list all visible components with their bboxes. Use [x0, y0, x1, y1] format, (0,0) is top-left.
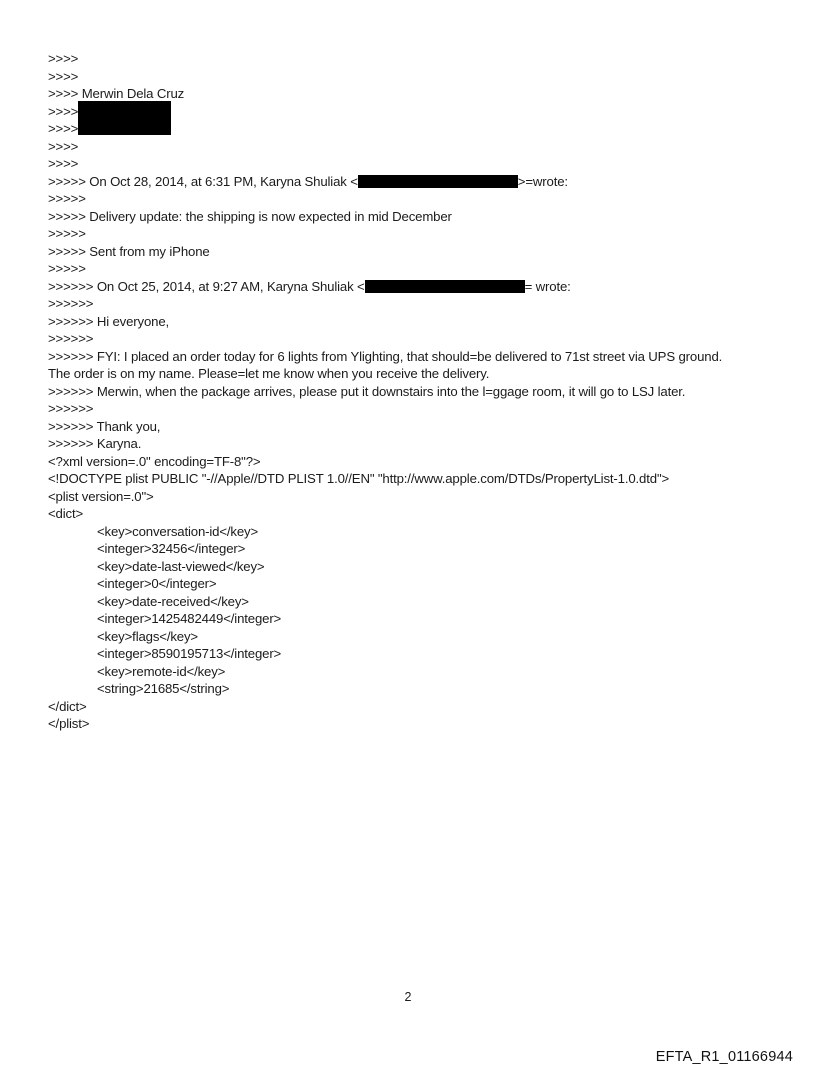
text-segment: <dict>: [48, 506, 84, 521]
document-line: [48, 558, 810, 576]
page-number: 2: [404, 990, 412, 1004]
document-line: [48, 85, 810, 103]
document-line: [48, 243, 810, 261]
document-line: [48, 190, 810, 208]
text-segment: >>>>>>: [48, 296, 94, 311]
text-segment: <integer>0</integer>: [97, 576, 217, 591]
document-line: [48, 488, 810, 506]
text-segment: >>>>>>: [48, 331, 94, 346]
document-line: [48, 225, 810, 243]
text-segment: >>>>>> Thank you,: [48, 418, 161, 434]
document-line: [48, 348, 810, 366]
document-line: [48, 715, 810, 733]
document-line: [48, 470, 810, 488]
document-line: [48, 698, 810, 716]
document-line: [48, 453, 810, 471]
text-segment: <!DOCTYPE plist PUBLIC "-//Apple//DTD PLIST 1.0//EN" "http://www.apple.com/DTDs/PropertyList-1.0.dtd">: [48, 471, 670, 486]
text-segment: >>>>: [48, 68, 79, 84]
document-line: [48, 575, 810, 593]
redaction-block: [78, 101, 171, 135]
document-line: [48, 383, 810, 401]
document-line: [48, 330, 810, 348]
text-segment: >>>>>: [48, 226, 86, 241]
document-line: [48, 365, 810, 383]
document-line: [48, 540, 810, 558]
text-segment: >>>> Merwin Dela Cruz: [48, 86, 185, 101]
text-segment: >>>>: [48, 51, 79, 66]
text-segment: <integer>32456</integer>: [97, 541, 246, 556]
document-line: [48, 208, 810, 226]
text-segment: <key>date-received</key>: [97, 593, 249, 609]
text-segment: >>>>> On Oct 28, 2014, at 6:31 PM, Karyna Shuliak <: [48, 173, 358, 189]
text-segment: >>>>>> Hi everyone,: [48, 313, 170, 329]
document-lines: [48, 50, 810, 733]
document-line: [48, 418, 810, 436]
document-line: [48, 278, 810, 296]
text-segment: <key>flags</key>: [97, 628, 198, 644]
text-segment: >>>>> Sent from my iPhone: [48, 243, 210, 259]
text-segment: = wrote:: [524, 278, 571, 294]
document-line: [48, 680, 810, 698]
text-segment: >>>>>: [48, 191, 86, 206]
text-segment: >>>>: [48, 156, 79, 171]
text-segment: >>>>>> Karyna.: [48, 436, 142, 451]
document-line: [48, 260, 810, 278]
document-line: [48, 593, 810, 611]
text-segment: >>>>: [48, 121, 79, 136]
document-line: [48, 663, 810, 681]
text-segment: <?xml version=.0" encoding=TF-8"?>: [48, 453, 261, 469]
text-segment: >=wrote:: [517, 173, 568, 189]
document-line: [48, 313, 810, 331]
document-line: [48, 628, 810, 646]
text-segment: >>>>>: [48, 261, 86, 276]
text-segment: >>>>> Delivery update: the shipping is now expected in mid December: [48, 208, 452, 224]
document-line: [48, 173, 810, 191]
redaction-bar: [365, 280, 525, 293]
text-segment: <integer>1425482449</integer>: [97, 611, 282, 626]
document-line: [48, 610, 810, 628]
text-segment: <key>date-last-viewed</key>: [97, 558, 265, 574]
redaction-bar: [358, 175, 518, 188]
text-segment: >>>>>> FYI: I placed an order today for 6 lights from Ylighting, that should=be delivered to 71st street via UPS ground.: [48, 348, 723, 364]
bates-number: EFTA_R1_01166944: [655, 1049, 793, 1065]
document-line: [48, 523, 810, 541]
text-segment: The order is on my name. Please=let me know when you receive the delivery.: [48, 366, 490, 381]
text-segment: <key>remote-id</key>: [97, 663, 226, 679]
text-segment: >>>>>> Merwin, when the package arrives, please put it downstairs into the l=ggage room, it will go to LSJ later.: [48, 383, 686, 399]
text-segment: >>>>>>: [48, 401, 94, 416]
document-line: [48, 138, 810, 156]
text-segment: <string>21685</string>: [97, 681, 230, 696]
text-segment: <key>conversation-id</key>: [97, 523, 259, 539]
text-segment: >>>>: [48, 103, 79, 119]
document-line: [48, 155, 810, 173]
text-segment: </plist>: [48, 716, 90, 731]
text-segment: >>>>>> On Oct 25, 2014, at 9:27 AM, Karyna Shuliak <: [48, 278, 365, 294]
document-line: [48, 68, 810, 86]
text-segment: <integer>8590195713</integer>: [97, 646, 282, 661]
text-segment: >>>>: [48, 138, 79, 154]
document-line: [48, 645, 810, 663]
document-line: [48, 50, 810, 68]
document-line: [48, 295, 810, 313]
document-line: [48, 435, 810, 453]
document-line: [48, 400, 810, 418]
document-line: [48, 505, 810, 523]
text-segment: <plist version=.0">: [48, 488, 154, 504]
text-segment: </dict>: [48, 698, 87, 714]
